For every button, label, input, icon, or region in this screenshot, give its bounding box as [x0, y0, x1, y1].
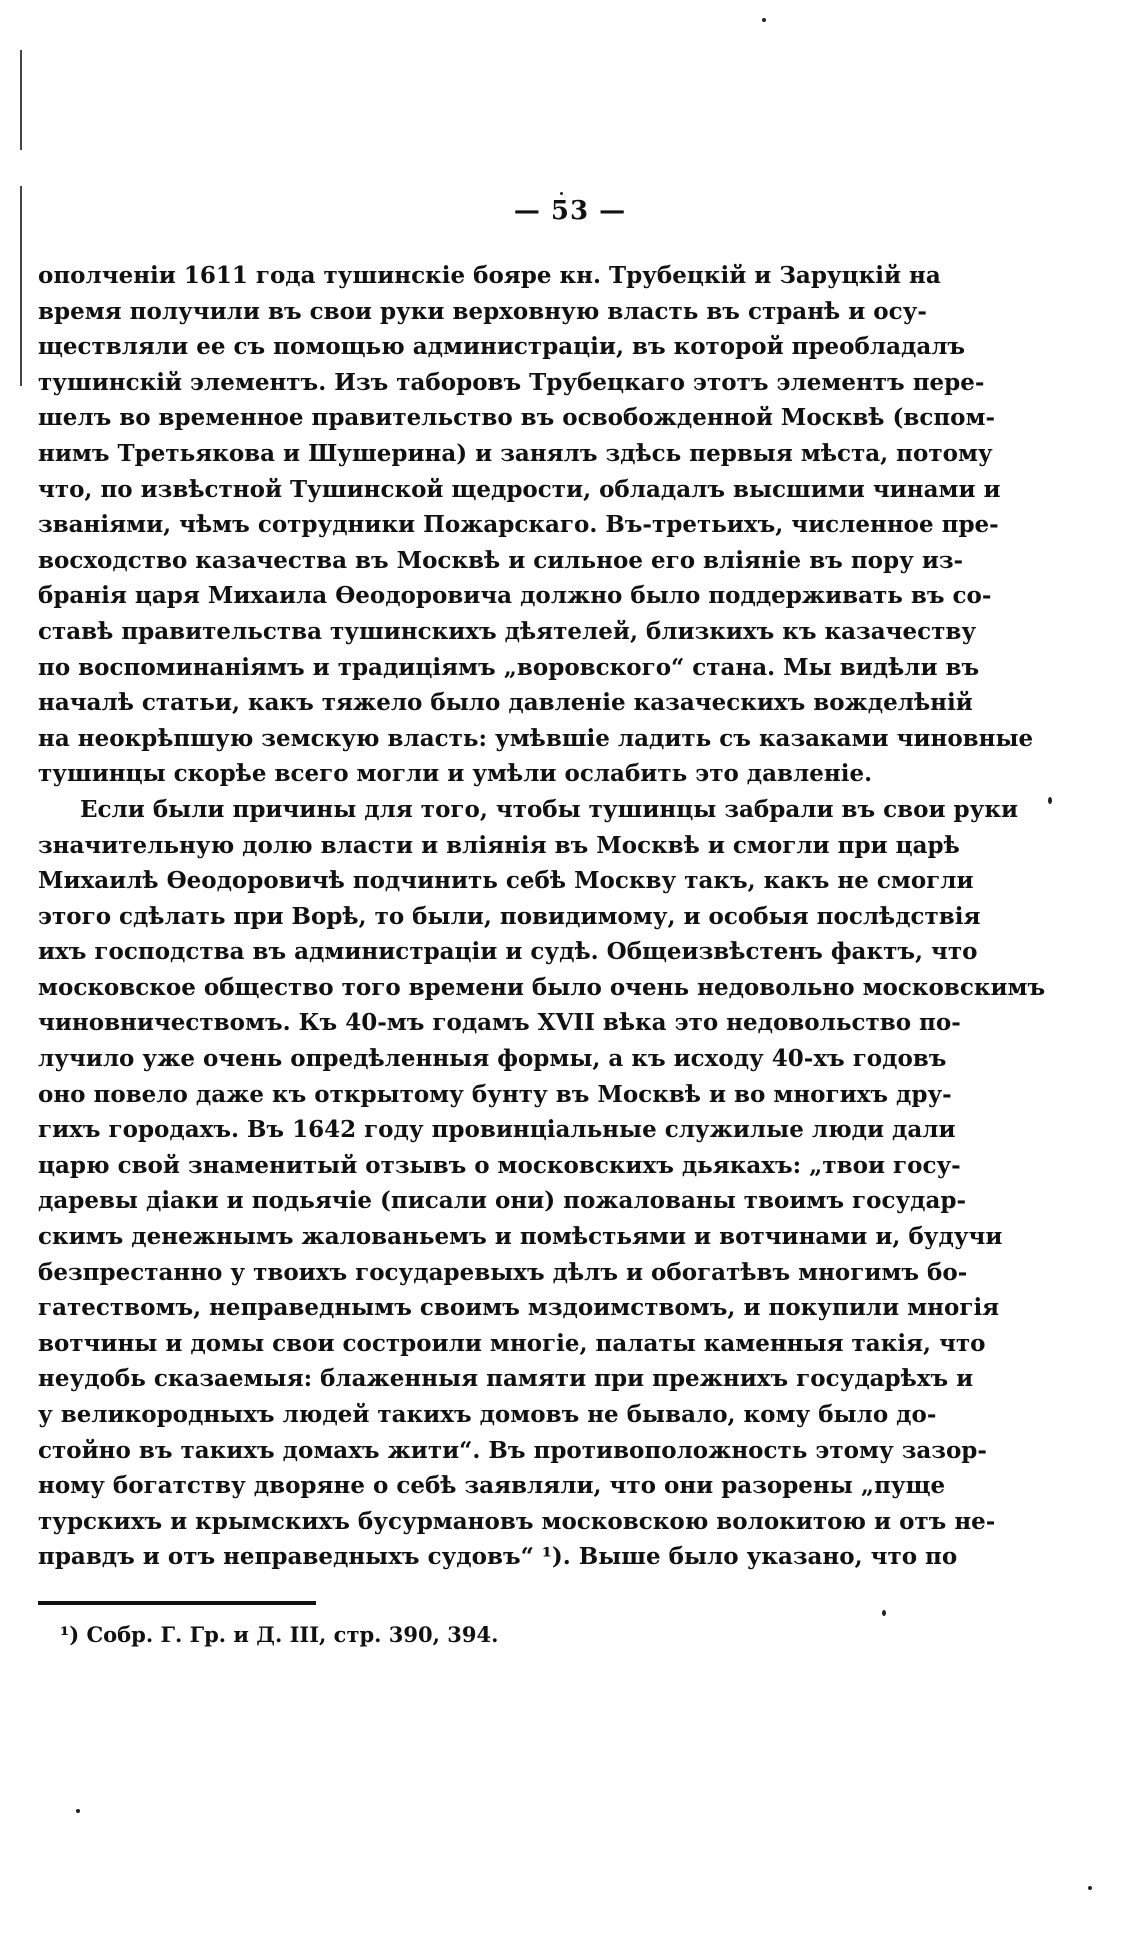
scan-speck — [882, 1610, 886, 1616]
text-line: лучило уже очень опредѣленныя формы, а къ исходу 40-хъ годовъ — [38, 1045, 947, 1073]
text-line: гатествомъ, неправеднымъ своимъ мздоимствомъ, и покупили многія — [38, 1294, 1000, 1322]
text-line: началѣ статьи, какъ тяжело было давленіе казаческихъ вожделѣній — [38, 689, 973, 717]
text-line: неудобь сказаемыя: блаженныя памяти при прежнихъ государѣхъ и — [38, 1365, 974, 1393]
body-text — [38, 258, 1046, 1575]
footnote-rule — [38, 1601, 316, 1605]
text-line: чиновничествомъ. Къ 40-мъ годамъ XVII вѣка это недовольство по- — [38, 1009, 961, 1037]
footnote: ¹) Собр. Г. Гр. и Д. III, стр. 390, 394. — [60, 1622, 499, 1647]
text-line: значительную долю власти и вліянія въ Москвѣ и смогли при царѣ — [38, 831, 960, 859]
text-line: званіями, чѣмъ сотрудники Пожарскаго. Въ-третьихъ, численное пре- — [38, 511, 999, 539]
text-line: шелъ во временное правительство въ освобожденной Москвѣ (вспом- — [38, 404, 996, 432]
text-line: Если были причины для того, чтобы тушинцы забрали въ свои руки — [80, 795, 1019, 823]
text-line: ществляли ее съ помощью администраціи, въ которой преобладалъ — [38, 333, 966, 361]
text-line: даревы діаки и подьячіе (писали они) пожалованы твоимъ государ- — [38, 1187, 967, 1215]
text-line: бранія царя Михаила Ѳеодоровича должно было поддерживать въ со- — [38, 582, 992, 610]
text-line: по воспоминаніямъ и традиціямъ „воровского“ стана. Мы видѣли въ — [38, 653, 980, 681]
scan-speck — [1088, 1886, 1092, 1890]
scan-speck — [560, 192, 563, 195]
text-line: что, по извѣстной Тушинской щедрости, обладалъ высшими чинами и — [38, 475, 1001, 503]
text-line: безпрестанно у твоихъ государевыхъ дѣлъ и обогатѣвъ многимъ бо- — [38, 1258, 968, 1286]
text-line: царю свой знаменитый отзывъ о московскихъ дьякахъ: „твои госу- — [38, 1151, 961, 1179]
text-line: на неокрѣпшую земскую власть: умѣвшіе ладить съ казаками чиновные — [38, 724, 1034, 752]
text-line: у великородныхъ людей такихъ домовъ не бывало, кому было до- — [38, 1401, 937, 1428]
scan-speck — [1048, 797, 1052, 804]
text-line: скимъ денежнымъ жалованьемъ и помѣстьями и вотчинами и, будучи — [38, 1223, 1003, 1251]
text-line: вотчины и домы свои состроили многіе, палаты каменныя такія, что — [38, 1329, 986, 1357]
text-line: ихъ господства въ администраціи и судѣ. Общеизвѣстенъ фактъ, что — [38, 938, 978, 966]
text-line: тушинцы скорѣе всего могли и умѣли ослабить это давленіе. — [38, 760, 873, 788]
text-line: турскихъ и крымскихъ бусурмановъ московскою волокитою и отъ не- — [38, 1507, 996, 1535]
text-line: Михаилѣ Ѳеодоровичѣ подчинить себѣ Москву такъ, какъ не смогли — [38, 867, 974, 895]
text-line: время получили въ свои руки верховную власть въ странѣ и осу- — [38, 297, 927, 325]
text-line: ополченіи 1611 года тушинскіе бояре кн. Трубецкій и Заруцкій на — [38, 262, 941, 289]
text-line: оно повело даже къ открытому бунту въ Москвѣ и во многихъ дру- — [38, 1080, 952, 1108]
text-line: этого сдѣлать при Ворѣ, то были, повидимому, и особыя послѣдствія — [38, 902, 981, 930]
text-line: нимъ Третьякова и Шушерина) и занялъ здѣсь первыя мѣста, потому — [38, 439, 993, 467]
text-line: тушинскій элементъ. Изъ таборовъ Трубецкаго этотъ элементъ пере- — [38, 368, 985, 396]
scan-speck — [762, 18, 766, 22]
text-line: ному богатству дворяне о себѣ заявляли, что они разорены „пуще — [38, 1472, 946, 1500]
text-line: ставѣ правительства тушинскихъ дѣятелей, близкихъ къ казачеству — [38, 617, 977, 645]
text-line: стойно въ такихъ домахъ жити“. Въ противоположность этому зазор- — [38, 1436, 987, 1464]
page-number: — 53 — — [513, 196, 627, 226]
text-line: гихъ городахъ. Въ 1642 году провинціальные служилые люди дали — [38, 1116, 956, 1144]
scan-margin-line-top — [20, 50, 22, 150]
text-line: восходство казачества въ Москвѣ и сильное его вліяніе въ пору из- — [38, 546, 964, 574]
text-line: московское общество того времени было очень недовольно московскимъ — [38, 973, 1046, 1001]
text-line: правдъ и отъ неправедныхъ судовъ“ ¹). Выше было указано, что по — [38, 1543, 958, 1571]
scan-speck — [76, 1809, 80, 1813]
